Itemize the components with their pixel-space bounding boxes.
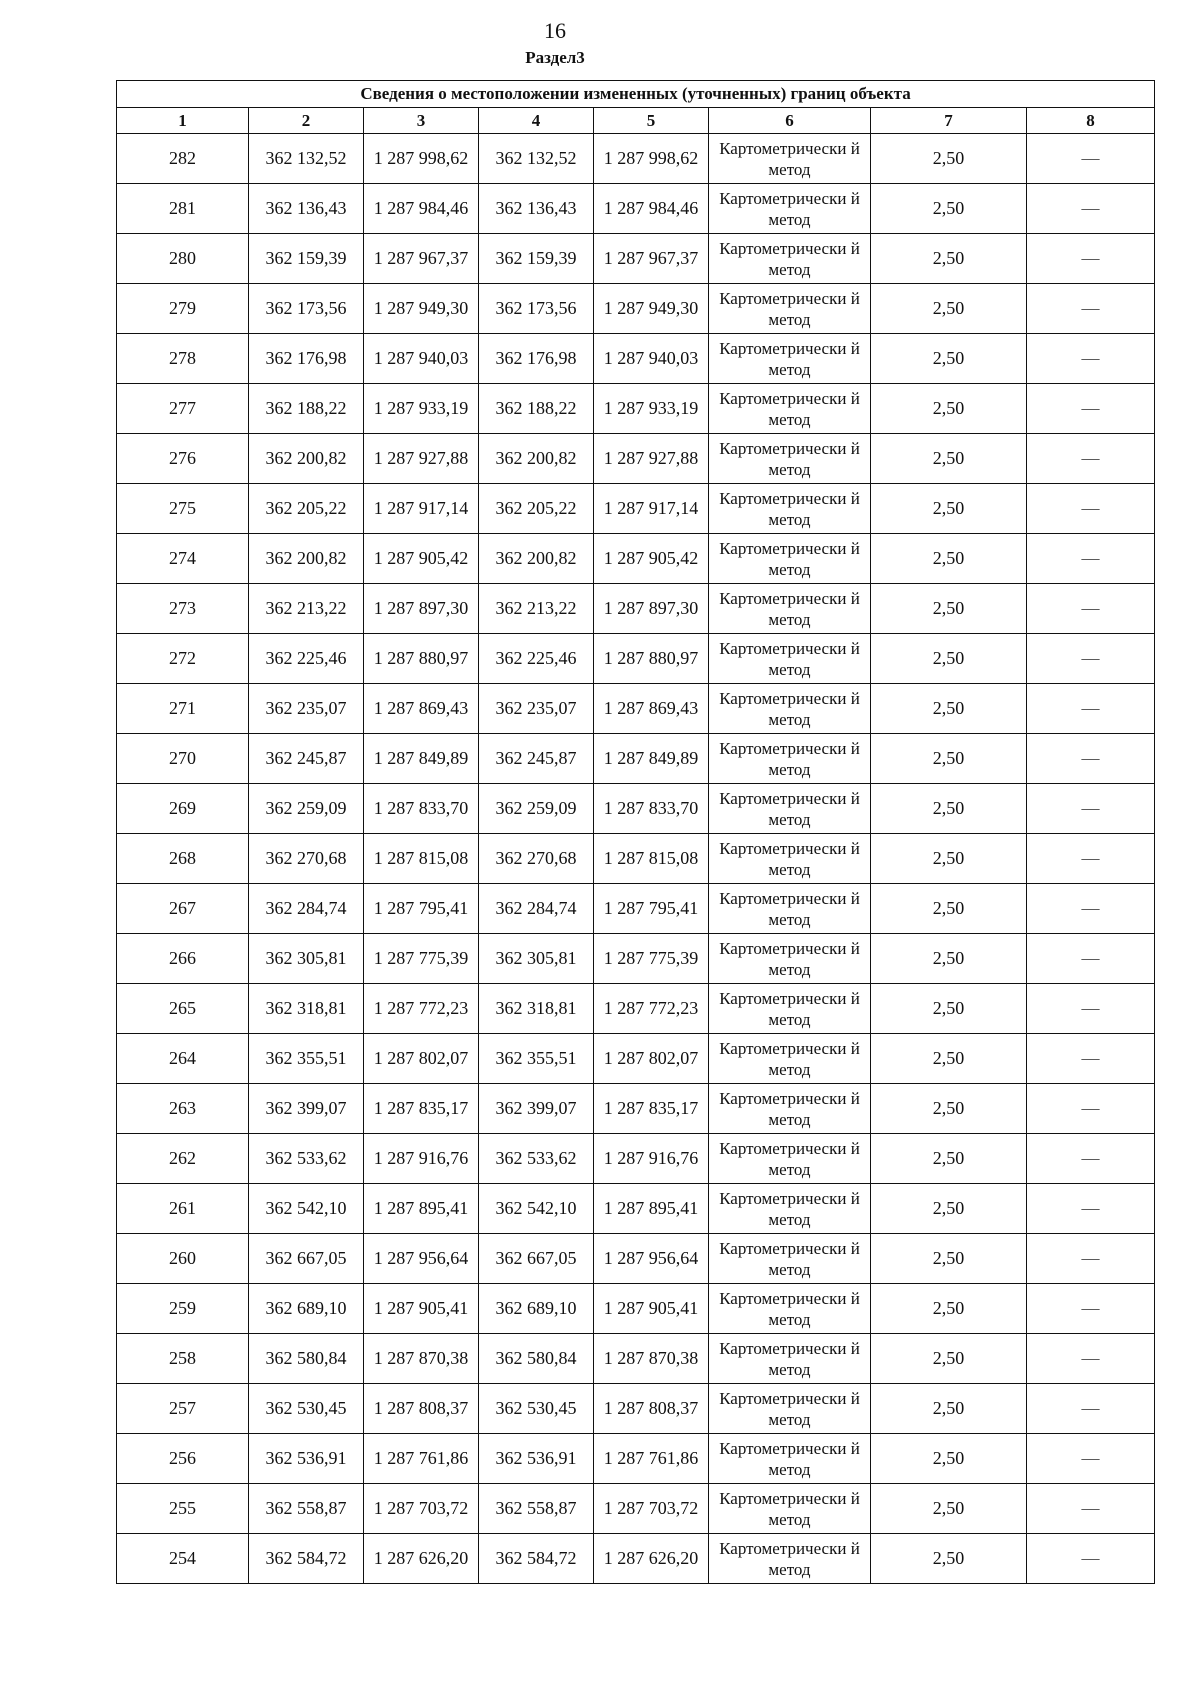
method-cell: Картометрически й метод (709, 1534, 871, 1584)
old-y-cell: 1 287 984,46 (364, 184, 479, 234)
column-header: 8 (1027, 108, 1155, 134)
new-x-cell: 362 200,82 (479, 434, 594, 484)
section-title: Раздел3 (525, 48, 585, 67)
new-x-cell: 362 235,07 (479, 684, 594, 734)
description-cell: — (1027, 1484, 1155, 1534)
old-y-cell: 1 287 772,23 (364, 984, 479, 1034)
old-y-cell: 1 287 967,37 (364, 234, 479, 284)
new-y-cell: 1 287 849,89 (594, 734, 709, 784)
accuracy-cell: 2,50 (871, 934, 1027, 984)
point-number-cell: 265 (117, 984, 249, 1034)
old-y-cell: 1 287 815,08 (364, 834, 479, 884)
description-cell: — (1027, 1184, 1155, 1234)
table-row (117, 184, 1155, 234)
method-cell: Картометрически й метод (709, 584, 871, 634)
new-x-cell: 362 689,10 (479, 1284, 594, 1334)
old-y-cell: 1 287 761,86 (364, 1434, 479, 1484)
new-x-cell: 362 213,22 (479, 584, 594, 634)
description-cell: — (1027, 1384, 1155, 1434)
accuracy-cell: 2,50 (871, 684, 1027, 734)
new-y-cell: 1 287 775,39 (594, 934, 709, 984)
new-y-cell: 1 287 802,07 (594, 1034, 709, 1084)
old-y-cell: 1 287 949,30 (364, 284, 479, 334)
point-number-cell: 256 (117, 1434, 249, 1484)
method-cell: Картометрически й метод (709, 784, 871, 834)
old-x-cell: 362 132,52 (249, 134, 364, 184)
point-number-cell: 264 (117, 1034, 249, 1084)
new-y-cell: 1 287 703,72 (594, 1484, 709, 1534)
old-x-cell: 362 200,82 (249, 434, 364, 484)
accuracy-cell: 2,50 (871, 1084, 1027, 1134)
accuracy-cell: 2,50 (871, 834, 1027, 884)
column-number-row (117, 108, 1155, 134)
old-y-cell: 1 287 880,97 (364, 634, 479, 684)
old-x-cell: 362 213,22 (249, 584, 364, 634)
description-cell: — (1027, 284, 1155, 334)
point-number-cell: 276 (117, 434, 249, 484)
point-number-cell: 261 (117, 1184, 249, 1234)
old-y-cell: 1 287 940,03 (364, 334, 479, 384)
old-x-cell: 362 689,10 (249, 1284, 364, 1334)
new-x-cell: 362 284,74 (479, 884, 594, 934)
column-header: 2 (249, 108, 364, 134)
method-cell: Картометрически й метод (709, 1484, 871, 1534)
method-cell: Картометрически й метод (709, 1184, 871, 1234)
new-x-cell: 362 200,82 (479, 534, 594, 584)
old-x-cell: 362 136,43 (249, 184, 364, 234)
accuracy-cell: 2,50 (871, 784, 1027, 834)
point-number-cell: 258 (117, 1334, 249, 1384)
old-y-cell: 1 287 849,89 (364, 734, 479, 784)
method-cell: Картометрически й метод (709, 884, 871, 934)
point-number-cell: 271 (117, 684, 249, 734)
new-y-cell: 1 287 905,42 (594, 534, 709, 584)
method-cell: Картометрически й метод (709, 534, 871, 584)
old-x-cell: 362 580,84 (249, 1334, 364, 1384)
new-x-cell: 362 584,72 (479, 1534, 594, 1584)
table-row (117, 784, 1155, 834)
new-y-cell: 1 287 870,38 (594, 1334, 709, 1384)
point-number-cell: 272 (117, 634, 249, 684)
old-y-cell: 1 287 895,41 (364, 1184, 479, 1234)
old-y-cell: 1 287 869,43 (364, 684, 479, 734)
new-y-cell: 1 287 869,43 (594, 684, 709, 734)
description-cell: — (1027, 784, 1155, 834)
point-number-cell: 282 (117, 134, 249, 184)
table-row (117, 684, 1155, 734)
new-y-cell: 1 287 998,62 (594, 134, 709, 184)
table-row (117, 1484, 1155, 1534)
method-cell: Картометрически й метод (709, 984, 871, 1034)
new-y-cell: 1 287 933,19 (594, 384, 709, 434)
new-y-cell: 1 287 880,97 (594, 634, 709, 684)
table-row (117, 1134, 1155, 1184)
table-row (117, 1234, 1155, 1284)
accuracy-cell: 2,50 (871, 434, 1027, 484)
table-row (117, 984, 1155, 1034)
table-row (117, 884, 1155, 934)
point-number-cell: 277 (117, 384, 249, 434)
column-header: 1 (117, 108, 249, 134)
description-cell: — (1027, 1334, 1155, 1384)
accuracy-cell: 2,50 (871, 234, 1027, 284)
table-row (117, 284, 1155, 334)
description-cell: — (1027, 1084, 1155, 1134)
old-y-cell: 1 287 795,41 (364, 884, 479, 934)
accuracy-cell: 2,50 (871, 1184, 1027, 1234)
description-cell: — (1027, 584, 1155, 634)
table-row (117, 734, 1155, 784)
old-x-cell: 362 200,82 (249, 534, 364, 584)
table-row (117, 484, 1155, 534)
description-cell: — (1027, 184, 1155, 234)
old-y-cell: 1 287 998,62 (364, 134, 479, 184)
point-number-cell: 274 (117, 534, 249, 584)
column-header: 4 (479, 108, 594, 134)
table-row (117, 1284, 1155, 1334)
column-header: 6 (709, 108, 871, 134)
accuracy-cell: 2,50 (871, 884, 1027, 934)
column-header: 7 (871, 108, 1027, 134)
table-row (117, 134, 1155, 184)
description-cell: — (1027, 484, 1155, 534)
accuracy-cell: 2,50 (871, 1134, 1027, 1184)
method-cell: Картометрически й метод (709, 134, 871, 184)
new-x-cell: 362 667,05 (479, 1234, 594, 1284)
accuracy-cell: 2,50 (871, 1434, 1027, 1484)
new-x-cell: 362 542,10 (479, 1184, 594, 1234)
old-x-cell: 362 399,07 (249, 1084, 364, 1134)
old-x-cell: 362 235,07 (249, 684, 364, 734)
new-y-cell: 1 287 815,08 (594, 834, 709, 884)
description-cell: — (1027, 1134, 1155, 1184)
old-y-cell: 1 287 905,42 (364, 534, 479, 584)
new-y-cell: 1 287 795,41 (594, 884, 709, 934)
point-number-cell: 262 (117, 1134, 249, 1184)
table-row (117, 1084, 1155, 1134)
accuracy-cell: 2,50 (871, 534, 1027, 584)
table-row (117, 834, 1155, 884)
point-number-cell: 279 (117, 284, 249, 334)
method-cell: Картометрически й метод (709, 1084, 871, 1134)
old-x-cell: 362 245,87 (249, 734, 364, 784)
old-y-cell: 1 287 808,37 (364, 1384, 479, 1434)
new-x-cell: 362 176,98 (479, 334, 594, 384)
point-number-cell: 259 (117, 1284, 249, 1334)
method-cell: Картометрически й метод (709, 934, 871, 984)
table-row (117, 1384, 1155, 1434)
description-cell: — (1027, 1034, 1155, 1084)
accuracy-cell: 2,50 (871, 734, 1027, 784)
new-y-cell: 1 287 897,30 (594, 584, 709, 634)
new-y-cell: 1 287 956,64 (594, 1234, 709, 1284)
point-number-cell: 270 (117, 734, 249, 784)
old-x-cell: 362 159,39 (249, 234, 364, 284)
description-cell: — (1027, 834, 1155, 884)
table-row (117, 634, 1155, 684)
table-row (117, 384, 1155, 434)
table-row (117, 534, 1155, 584)
table-row (117, 934, 1155, 984)
description-cell: — (1027, 634, 1155, 684)
table-body (117, 134, 1155, 1584)
accuracy-cell: 2,50 (871, 284, 1027, 334)
accuracy-cell: 2,50 (871, 1234, 1027, 1284)
method-cell: Картометрически й метод (709, 1434, 871, 1484)
accuracy-cell: 2,50 (871, 634, 1027, 684)
table-row (117, 1334, 1155, 1384)
accuracy-cell: 2,50 (871, 1034, 1027, 1084)
new-y-cell: 1 287 895,41 (594, 1184, 709, 1234)
description-cell: — (1027, 1434, 1155, 1484)
point-number-cell: 268 (117, 834, 249, 884)
description-cell: — (1027, 384, 1155, 434)
new-x-cell: 362 225,46 (479, 634, 594, 684)
description-cell: — (1027, 534, 1155, 584)
description-cell: — (1027, 984, 1155, 1034)
method-cell: Картометрически й метод (709, 184, 871, 234)
old-x-cell: 362 259,09 (249, 784, 364, 834)
old-x-cell: 362 270,68 (249, 834, 364, 884)
old-x-cell: 362 318,81 (249, 984, 364, 1034)
accuracy-cell: 2,50 (871, 1484, 1027, 1534)
description-cell: — (1027, 684, 1155, 734)
description-cell: — (1027, 884, 1155, 934)
old-x-cell: 362 355,51 (249, 1034, 364, 1084)
point-number-cell: 254 (117, 1534, 249, 1584)
new-y-cell: 1 287 967,37 (594, 234, 709, 284)
new-y-cell: 1 287 916,76 (594, 1134, 709, 1184)
method-cell: Картометрически й метод (709, 834, 871, 884)
old-y-cell: 1 287 917,14 (364, 484, 479, 534)
description-cell: — (1027, 934, 1155, 984)
new-y-cell: 1 287 761,86 (594, 1434, 709, 1484)
accuracy-cell: 2,50 (871, 134, 1027, 184)
old-y-cell: 1 287 703,72 (364, 1484, 479, 1534)
new-x-cell: 362 270,68 (479, 834, 594, 884)
accuracy-cell: 2,50 (871, 1384, 1027, 1434)
old-y-cell: 1 287 802,07 (364, 1034, 479, 1084)
new-x-cell: 362 318,81 (479, 984, 594, 1034)
method-cell: Картометрически й метод (709, 1334, 871, 1384)
method-cell: Картометрически й метод (709, 684, 871, 734)
accuracy-cell: 2,50 (871, 1534, 1027, 1584)
point-number-cell: 273 (117, 584, 249, 634)
new-x-cell: 362 205,22 (479, 484, 594, 534)
accuracy-cell: 2,50 (871, 584, 1027, 634)
old-x-cell: 362 305,81 (249, 934, 364, 984)
old-y-cell: 1 287 833,70 (364, 784, 479, 834)
point-number-cell: 266 (117, 934, 249, 984)
accuracy-cell: 2,50 (871, 484, 1027, 534)
old-y-cell: 1 287 870,38 (364, 1334, 479, 1384)
old-y-cell: 1 287 933,19 (364, 384, 479, 434)
new-x-cell: 362 580,84 (479, 1334, 594, 1384)
method-cell: Картометрически й метод (709, 484, 871, 534)
new-x-cell: 362 188,22 (479, 384, 594, 434)
old-x-cell: 362 558,87 (249, 1484, 364, 1534)
new-x-cell: 362 259,09 (479, 784, 594, 834)
method-cell: Картометрически й метод (709, 1034, 871, 1084)
old-y-cell: 1 287 956,64 (364, 1234, 479, 1284)
method-cell: Картометрически й метод (709, 1134, 871, 1184)
point-number-cell: 255 (117, 1484, 249, 1534)
accuracy-cell: 2,50 (871, 334, 1027, 384)
point-number-cell: 269 (117, 784, 249, 834)
new-x-cell: 362 305,81 (479, 934, 594, 984)
point-number-cell: 281 (117, 184, 249, 234)
method-cell: Картометрически й метод (709, 384, 871, 434)
description-cell: — (1027, 434, 1155, 484)
description-cell: — (1027, 234, 1155, 284)
old-x-cell: 362 225,46 (249, 634, 364, 684)
old-y-cell: 1 287 927,88 (364, 434, 479, 484)
description-cell: — (1027, 1234, 1155, 1284)
old-y-cell: 1 287 916,76 (364, 1134, 479, 1184)
old-x-cell: 362 188,22 (249, 384, 364, 434)
accuracy-cell: 2,50 (871, 984, 1027, 1034)
method-cell: Картометрически й метод (709, 634, 871, 684)
table-row (117, 1184, 1155, 1234)
point-number-cell: 260 (117, 1234, 249, 1284)
new-x-cell: 362 355,51 (479, 1034, 594, 1084)
boundary-coordinates-table (116, 80, 1155, 1584)
table-row (117, 1034, 1155, 1084)
new-y-cell: 1 287 905,41 (594, 1284, 709, 1334)
old-x-cell: 362 530,45 (249, 1384, 364, 1434)
method-cell: Картометрически й метод (709, 1234, 871, 1284)
description-cell: — (1027, 734, 1155, 784)
old-y-cell: 1 287 775,39 (364, 934, 479, 984)
point-number-cell: 280 (117, 234, 249, 284)
new-x-cell: 362 536,91 (479, 1434, 594, 1484)
new-y-cell: 1 287 835,17 (594, 1084, 709, 1134)
point-number-cell: 257 (117, 1384, 249, 1434)
new-y-cell: 1 287 808,37 (594, 1384, 709, 1434)
table-row (117, 1534, 1155, 1584)
new-y-cell: 1 287 833,70 (594, 784, 709, 834)
old-x-cell: 362 205,22 (249, 484, 364, 534)
description-cell: — (1027, 334, 1155, 384)
old-x-cell: 362 542,10 (249, 1184, 364, 1234)
new-x-cell: 362 533,62 (479, 1134, 594, 1184)
old-x-cell: 362 176,98 (249, 334, 364, 384)
new-y-cell: 1 287 949,30 (594, 284, 709, 334)
column-header: 3 (364, 108, 479, 134)
new-x-cell: 362 136,43 (479, 184, 594, 234)
description-cell: — (1027, 134, 1155, 184)
old-y-cell: 1 287 905,41 (364, 1284, 479, 1334)
table-row (117, 334, 1155, 384)
method-cell: Картометрически й метод (709, 434, 871, 484)
table-row (117, 1434, 1155, 1484)
point-number-cell: 278 (117, 334, 249, 384)
method-cell: Картометрически й метод (709, 284, 871, 334)
method-cell: Картометрически й метод (709, 1384, 871, 1434)
new-x-cell: 362 159,39 (479, 234, 594, 284)
new-y-cell: 1 287 917,14 (594, 484, 709, 534)
new-y-cell: 1 287 940,03 (594, 334, 709, 384)
column-header: 5 (594, 108, 709, 134)
accuracy-cell: 2,50 (871, 184, 1027, 234)
description-cell: — (1027, 1284, 1155, 1334)
old-x-cell: 362 667,05 (249, 1234, 364, 1284)
method-cell: Картометрически й метод (709, 334, 871, 384)
old-y-cell: 1 287 835,17 (364, 1084, 479, 1134)
new-x-cell: 362 558,87 (479, 1484, 594, 1534)
new-y-cell: 1 287 772,23 (594, 984, 709, 1034)
point-number-cell: 263 (117, 1084, 249, 1134)
old-x-cell: 362 173,56 (249, 284, 364, 334)
new-y-cell: 1 287 626,20 (594, 1534, 709, 1584)
description-cell: — (1027, 1534, 1155, 1584)
method-cell: Картометрически й метод (709, 734, 871, 784)
accuracy-cell: 2,50 (871, 1334, 1027, 1384)
old-y-cell: 1 287 626,20 (364, 1534, 479, 1584)
table-row (117, 234, 1155, 284)
new-x-cell: 362 530,45 (479, 1384, 594, 1434)
method-cell: Картометрически й метод (709, 1284, 871, 1334)
new-x-cell: 362 399,07 (479, 1084, 594, 1134)
page-number: 16 (544, 18, 566, 43)
new-x-cell: 362 173,56 (479, 284, 594, 334)
table-row (117, 584, 1155, 634)
new-y-cell: 1 287 927,88 (594, 434, 709, 484)
old-x-cell: 362 536,91 (249, 1434, 364, 1484)
old-x-cell: 362 584,72 (249, 1534, 364, 1584)
old-x-cell: 362 284,74 (249, 884, 364, 934)
table-title: Сведения о местоположении измененных (уточненных) границ объекта (117, 81, 1155, 108)
old-x-cell: 362 533,62 (249, 1134, 364, 1184)
new-x-cell: 362 245,87 (479, 734, 594, 784)
accuracy-cell: 2,50 (871, 384, 1027, 434)
point-number-cell: 275 (117, 484, 249, 534)
accuracy-cell: 2,50 (871, 1284, 1027, 1334)
method-cell: Картометрически й метод (709, 234, 871, 284)
new-y-cell: 1 287 984,46 (594, 184, 709, 234)
point-number-cell: 267 (117, 884, 249, 934)
new-x-cell: 362 132,52 (479, 134, 594, 184)
table-row (117, 434, 1155, 484)
old-y-cell: 1 287 897,30 (364, 584, 479, 634)
